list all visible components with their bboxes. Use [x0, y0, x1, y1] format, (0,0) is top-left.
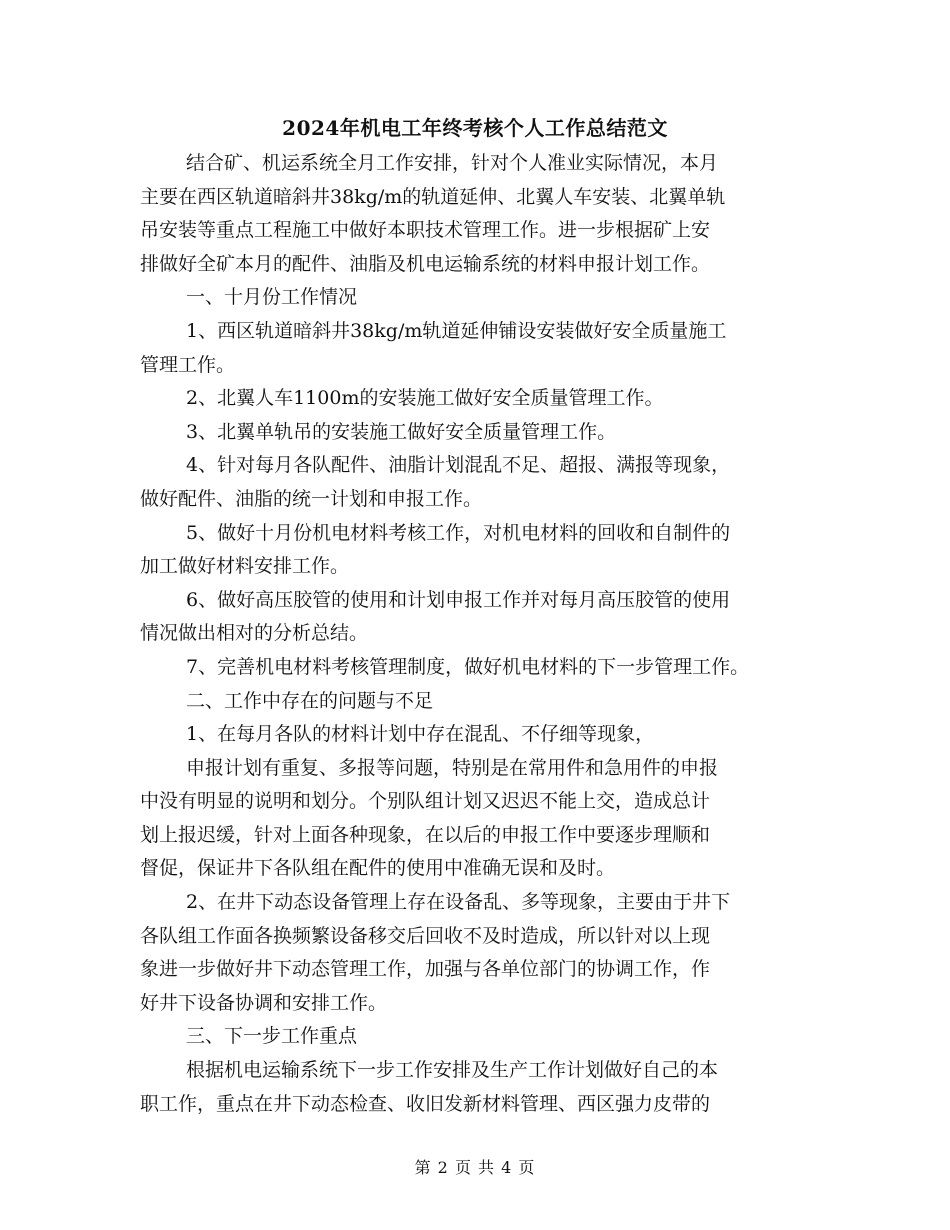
- body-line: 做好配件、油脂的统一计划和申报工作。: [140, 487, 483, 510]
- body-line: 各队组工作面各换频繁设备移交后回收不及时造成，所以针对以上现: [140, 924, 711, 947]
- body-line: 申报计划有重复、多报等问题，特别是在常用件和急用件的申报: [186, 756, 719, 779]
- body-line: 1、西区轨道暗斜井38kg/m轨道延伸铺设安装做好安全质量施工: [186, 319, 727, 342]
- body-line: 2、在井下动态设备管理上存在设备乱、多等现象，主要由于井下: [186, 891, 731, 914]
- body-line: 2、北翼人车1100m的安装施工做好安全质量管理工作。: [186, 387, 664, 410]
- body-line: 6、做好高压胶管的使用和计划申报工作并对每月高压胶管的使用: [186, 588, 731, 611]
- body-line: 一、十月份工作情况: [186, 286, 358, 309]
- body-line: 好井下设备协调和安排工作。: [140, 991, 388, 1014]
- body-line: 排做好全矿本月的配件、油脂及机电运输系统的材料申报计划工作。: [140, 252, 711, 275]
- document-body: [140, 147, 810, 1121]
- body-line: 三、下一步工作重点: [186, 1025, 358, 1048]
- body-line: 情况做出相对的分析总结。: [140, 622, 369, 645]
- page-footer: 第 2 页 共 4 页: [414, 1158, 536, 1177]
- body-line: 3、北翼单轨吊的安装施工做好安全质量管理工作。: [186, 420, 617, 443]
- body-line: 根据机电运输系统下一步工作安排及生产工作计划做好自己的本: [186, 1059, 719, 1082]
- body-line: 划上报迟缓，针对上面各种现象，在以后的申报工作中要逐步理顺和: [140, 823, 711, 846]
- body-line: 职工作，重点在井下动态检查、收旧发新材料管理、西区强力皮带的: [140, 1092, 711, 1115]
- body-line: 7、完善机电材料考核管理制度，做好机电材料的下一步管理工作。: [186, 655, 750, 678]
- body-line: 结合矿、机运系统全月工作安排，针对个人准业实际情况，本月: [186, 152, 719, 174]
- body-line: 1、在每月各队的材料计划中存在混乱、不仔细等现象，: [186, 723, 655, 746]
- body-line: 主要在西区轨道暗斜井38kg/m的轨道延伸、北翼人车安装、北翼单轨: [140, 185, 726, 208]
- body-line: 管理工作。: [140, 353, 236, 376]
- body-line: 督促，保证井下各队组在配件的使用中准确无误和及时。: [140, 857, 616, 880]
- body-line: 4、针对每月各队配件、油脂计划混乱不足、超报、满报等现象，: [186, 454, 731, 477]
- body-line: 加工做好材料安排工作。: [140, 555, 350, 578]
- body-line: 象进一步做好井下动态管理工作，加强与各单位部门的协调工作，作: [140, 958, 711, 981]
- body-line: 5、做好十月份机电材料考核工作，对机电材料的回收和自制件的: [186, 521, 731, 544]
- body-line: 中没有明显的说明和划分。个别队组计划又迟迟不能上交，造成总计: [140, 790, 711, 813]
- body-line: 吊安装等重点工程施工中做好本职技术管理工作。进一步根据矿上安: [140, 219, 711, 242]
- body-line: 二、工作中存在的问题与不足: [186, 689, 434, 712]
- document-title: 2024年机电工年终考核个人工作总结范文: [282, 116, 668, 140]
